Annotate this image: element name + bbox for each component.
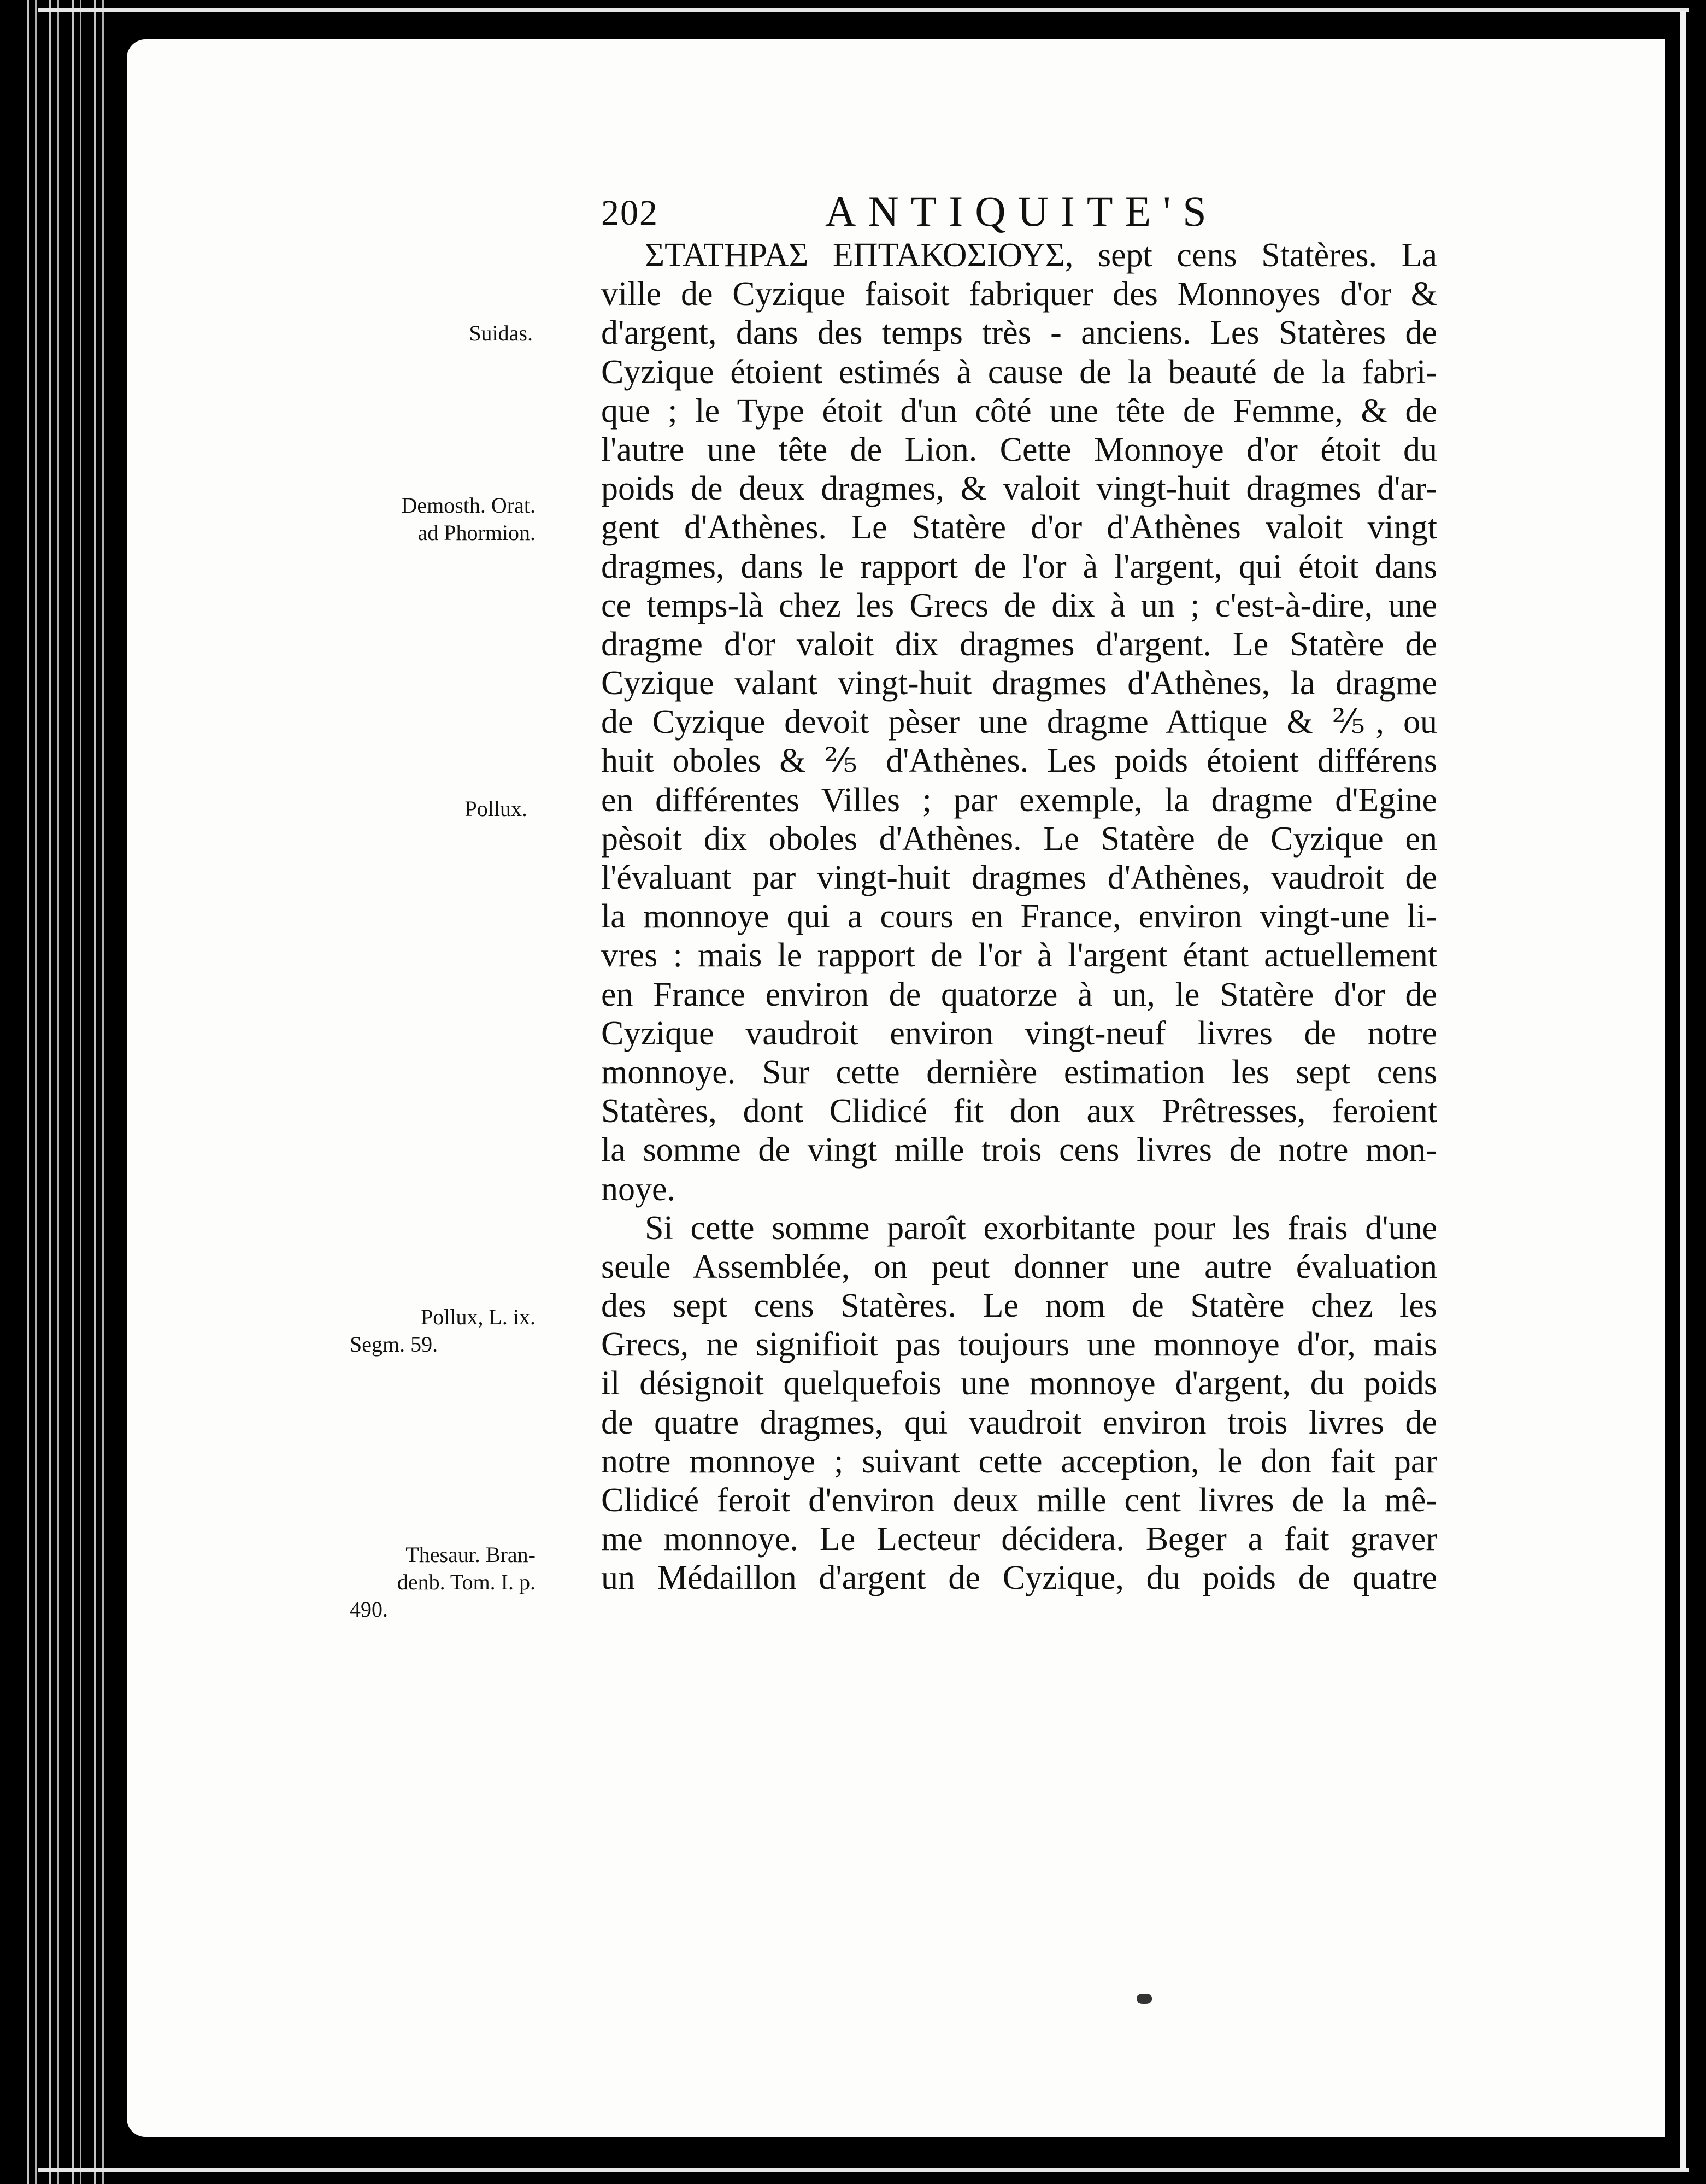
margin-note-pollux	[415, 795, 527, 823]
text-line: monnoye. Sur cette dernière estimation les sept cens	[601, 1053, 1437, 1091]
text-line: Cyzique étoient estimés à cause de la beauté de la fabri-	[601, 353, 1437, 391]
text-line: me monnoye. Le Lecteur décidera. Beger a fait graver	[601, 1520, 1437, 1558]
text-line: dragmes, dans le rapport de l'or à l'argent, qui étoit dans	[601, 548, 1437, 585]
page-number: 202	[601, 193, 658, 233]
text-line: Cyzique vaudroit environ vingt-neuf livres de notre	[601, 1014, 1437, 1052]
text-line: ΣΤΑΤΗΡΑΣ ΕΠΤΑΚΟΣΙΟΥΣ, sept cens Statères. La	[645, 237, 1437, 274]
text-line: gent d'Athènes. Le Statère d'or d'Athènes valoit vingt	[601, 509, 1437, 547]
text-line: des sept cens Statères. Le nom de Statère chez les	[601, 1287, 1437, 1325]
margin-note-line: denb. Tom. I. p.	[397, 1570, 536, 1594]
text-line: en différentes Villes ; par exemple, la dragme d'Egine	[601, 781, 1437, 819]
margin-note-line: ad Phormion.	[417, 520, 536, 545]
margin-note-line: Demosth. Orat.	[401, 493, 536, 518]
margin-note-thesaurus	[350, 1541, 536, 1623]
text-line: noye.	[601, 1170, 676, 1208]
text-line: Cyzique valant vingt-huit dragmes d'Athènes, la dragme	[601, 665, 1437, 702]
text-line: ville de Cyzique faisoit fabriquer des Monnoyes d'or &	[601, 275, 1437, 313]
text-line: il désignoit quelquefois une monnoye d'argent, du poids	[601, 1365, 1437, 1402]
binding-shadow	[112, 0, 128, 2184]
text-line: dragme d'or valoit dix dragmes d'argent. Le Statère de	[601, 625, 1437, 663]
text-line: l'autre une tête de Lion. Cette Monnoye d'or étoit du	[601, 431, 1437, 468]
book-binding-edge	[22, 0, 120, 2184]
text-line: seule Assemblée, on peut donner une autre évaluation	[601, 1248, 1437, 1285]
running-title: ANTIQUITE'S	[825, 187, 1219, 235]
text-line: Grecs, ne signifioit pas toujours une monnoye d'or, mais	[601, 1326, 1437, 1364]
margin-note-suidas	[415, 320, 533, 347]
margin-note-line: Pollux, L. ix.	[420, 1305, 536, 1329]
text-line: un Médaillon d'argent de Cyzique, du poids de quatre	[601, 1559, 1437, 1597]
text-line: d'argent, dans des temps très - anciens. Les Statères de	[601, 314, 1437, 352]
text-line: Clidicé feroit d'environ deux mille cent livres de la mê-	[601, 1482, 1437, 1519]
margin-note-demosthenes	[350, 492, 536, 547]
margin-note-line: Suidas.	[469, 321, 533, 345]
margin-note-pollux-segm	[350, 1304, 536, 1358]
text-line: que ; le Type étoit d'un côté une tête de Femme, & de	[601, 392, 1437, 430]
scan-frame-right	[1680, 11, 1686, 2170]
text-line: en France environ de quatorze à un, le Statère d'or de	[601, 976, 1437, 1013]
margin-note-line: Thesaur. Bran-	[405, 1542, 536, 1567]
text-line: la monnoye qui a cours en France, environ vingt-une li-	[601, 898, 1437, 936]
text-line: de Cyzique devoit pèser une dragme Attique & ⅖, ou	[601, 703, 1437, 741]
ink-speck	[1137, 1994, 1152, 2004]
margin-note-line: Segm. 59.	[350, 1332, 438, 1357]
text-line: la somme de vingt mille trois cens livres de notre mon-	[601, 1131, 1437, 1169]
text-line: ce temps-là chez les Grecs de dix à un ; c'est-à-dire, une	[601, 586, 1437, 624]
text-line: Statères, dont Clidicé fit don aux Prêtresses, feroient	[601, 1093, 1437, 1130]
scan-frame-bottom	[38, 2168, 1689, 2172]
text-line: Si cette somme paroît exorbitante pour les frais d'une	[645, 1209, 1437, 1247]
scan-frame-top	[38, 8, 1689, 12]
text-line: l'évaluant par vingt-huit dragmes d'Athènes, vaudroit de	[601, 859, 1437, 896]
text-line: vres : mais le rapport de l'or à l'argent étant actuellement	[601, 937, 1437, 974]
text-line: notre monnoye ; suivant cette acception, le don fait par	[601, 1442, 1437, 1480]
margin-note-line: Pollux.	[464, 796, 527, 821]
text-line: poids de deux dragmes, & valoit vingt-huit dragmes d'ar-	[601, 470, 1437, 508]
text-line: pèsoit dix oboles d'Athènes. Le Statère de Cyzique en	[601, 820, 1437, 858]
margin-note-line: 490.	[350, 1597, 388, 1622]
body-text	[601, 236, 1437, 1598]
text-line: de quatre dragmes, qui vaudroit environ trois livres de	[601, 1404, 1437, 1441]
text-line: huit oboles & ⅖ d'Athènes. Les poids étoient différens	[601, 742, 1437, 780]
